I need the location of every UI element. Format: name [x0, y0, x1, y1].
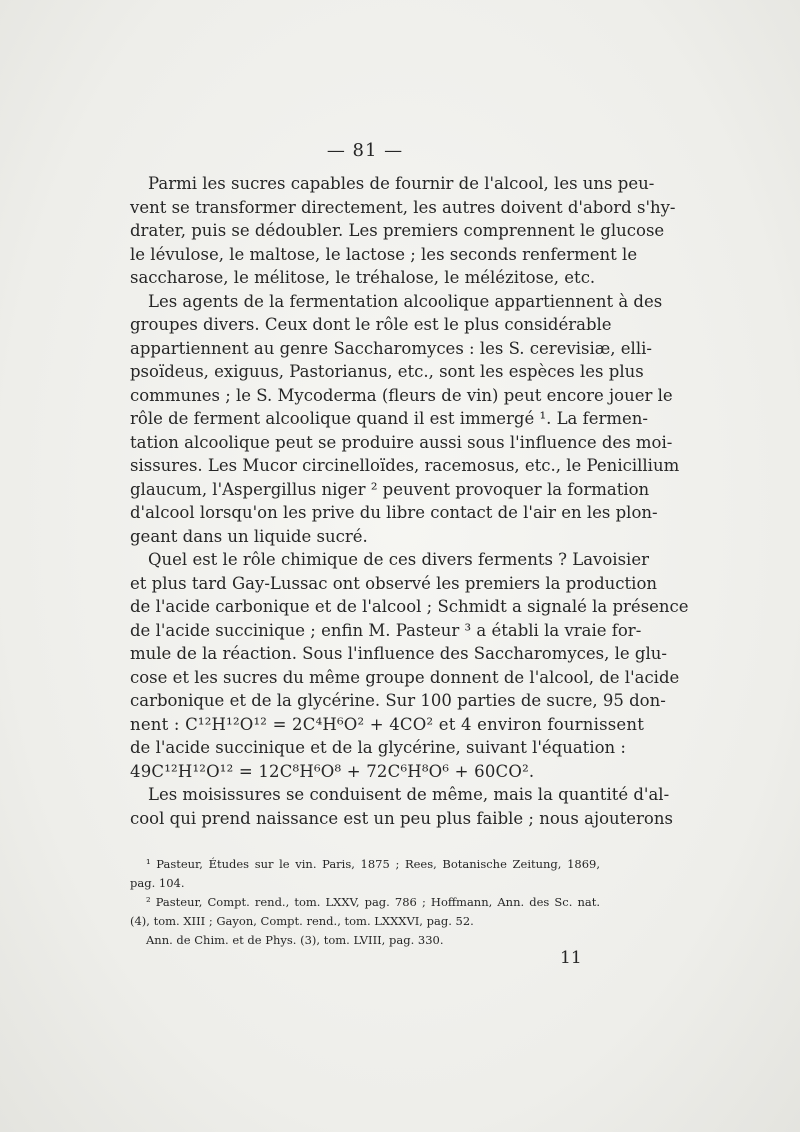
text-line: Les agents de la fermentation alcoolique appartiennent à des [148, 291, 663, 311]
signature-mark: 11 [560, 948, 582, 968]
text-line: Parmi les sucres capables de fournir de l'alcool, les uns peu- [148, 174, 655, 193]
text-line: sissures. Les Mucor circinelloïdes, racemosus, etc., le Penicillium [130, 456, 680, 475]
text-line: cose et les sucres du même groupe donnent de l'alcool, de l'acide [130, 667, 680, 687]
text-line: drater, puis se dédoubler. Les premiers comprennent le glucose [130, 221, 665, 240]
text-line: mule de la réaction. Sous l'influence des Saccharomyces, le glu- [130, 644, 667, 663]
text-line: cool qui prend naissance est un peu plus faible ; nous ajouterons [130, 808, 673, 828]
text-line: vent se transformer directement, les autres doivent d'abord s'hy- [130, 197, 676, 217]
footnote-line: Ann. de Chim. et de Phys. (3), tom. LVIII, pag. 330. [146, 933, 444, 947]
text-line: de l'acide succinique ; enfin M. Pasteur ³ a établi la vraie for- [130, 620, 642, 640]
text-line: glaucum, l'Aspergillus niger ² peuvent provoquer la formation [130, 479, 650, 499]
text-line: carbonique et de la glycérine. Sur 100 parties de sucre, 95 don- [130, 691, 666, 710]
text-line: groupes divers. Ceux dont le rôle est le plus considérable [130, 315, 612, 334]
text-line: et plus tard Gay-Lussac ont observé les premiers la production [130, 573, 658, 593]
text-line: Les moisissures se conduisent de même, mais la quantité d'al- [148, 785, 670, 804]
text-line: d'alcool lorsqu'on les prive du libre contact de l'air en les plon- [130, 503, 658, 522]
footnote-line: (4), tom. XIII ; Gayon, Compt. rend., tom. LXXXVI, pag. 52. [130, 914, 474, 928]
footnote-line: ¹ Pasteur, Études sur le vin. Paris, 1875 ; Rees, Botanische Zeitung, 1869, [146, 857, 600, 871]
text-line: de l'acide succinique et de la glycérine, suivant l'équation : [130, 738, 626, 757]
text-line: de l'acide carbonique et de l'alcool ; Schmidt a signalé la présence [130, 597, 689, 616]
main-text [130, 172, 689, 830]
footnotes [130, 855, 600, 950]
text-line: saccharose, le mélitose, le tréhalose, le mélézitose, etc. [130, 268, 596, 287]
text-line: appartiennent au genre Saccharomyces : les S. cerevisiæ, elli- [130, 338, 652, 358]
text-line: rôle de ferment alcoolique quand il est immergé ¹. La fermen- [130, 409, 649, 428]
text-line: psoïdeus, exiguus, Pastorianus, etc., sont les espèces les plus [130, 362, 644, 381]
text-line: tation alcoolique peut se produire aussi sous l'influence des moi- [130, 432, 673, 452]
text-line: geant dans un liquide sucré. [130, 526, 368, 546]
footnote-line: pag. 104. [130, 876, 185, 890]
text-line: le lévulose, le maltose, le lactose ; les seconds renferment le [130, 244, 638, 264]
equation-line: 49C¹²H¹²O¹² = 12C⁸H⁶O⁸ + 72C⁶H⁸O⁶ + 60CO². [130, 761, 535, 781]
text-line: communes ; le S. Mycoderma (fleurs de vin) peut encore jouer le [130, 385, 673, 405]
page-number: — 81 — [326, 140, 404, 161]
text-line: Quel est le rôle chimique de ces divers ferments ? Lavoisier [148, 550, 649, 569]
formula-line: nent : C¹²H¹²O¹² = 2C⁴H⁶O² + 4CO² et 4 environ fournissent [130, 714, 645, 734]
footnote-line: ² Pasteur, Compt. rend., tom. LXXV, pag. 786 ; Hoffmann, Ann. des Sc. nat. [146, 895, 600, 909]
